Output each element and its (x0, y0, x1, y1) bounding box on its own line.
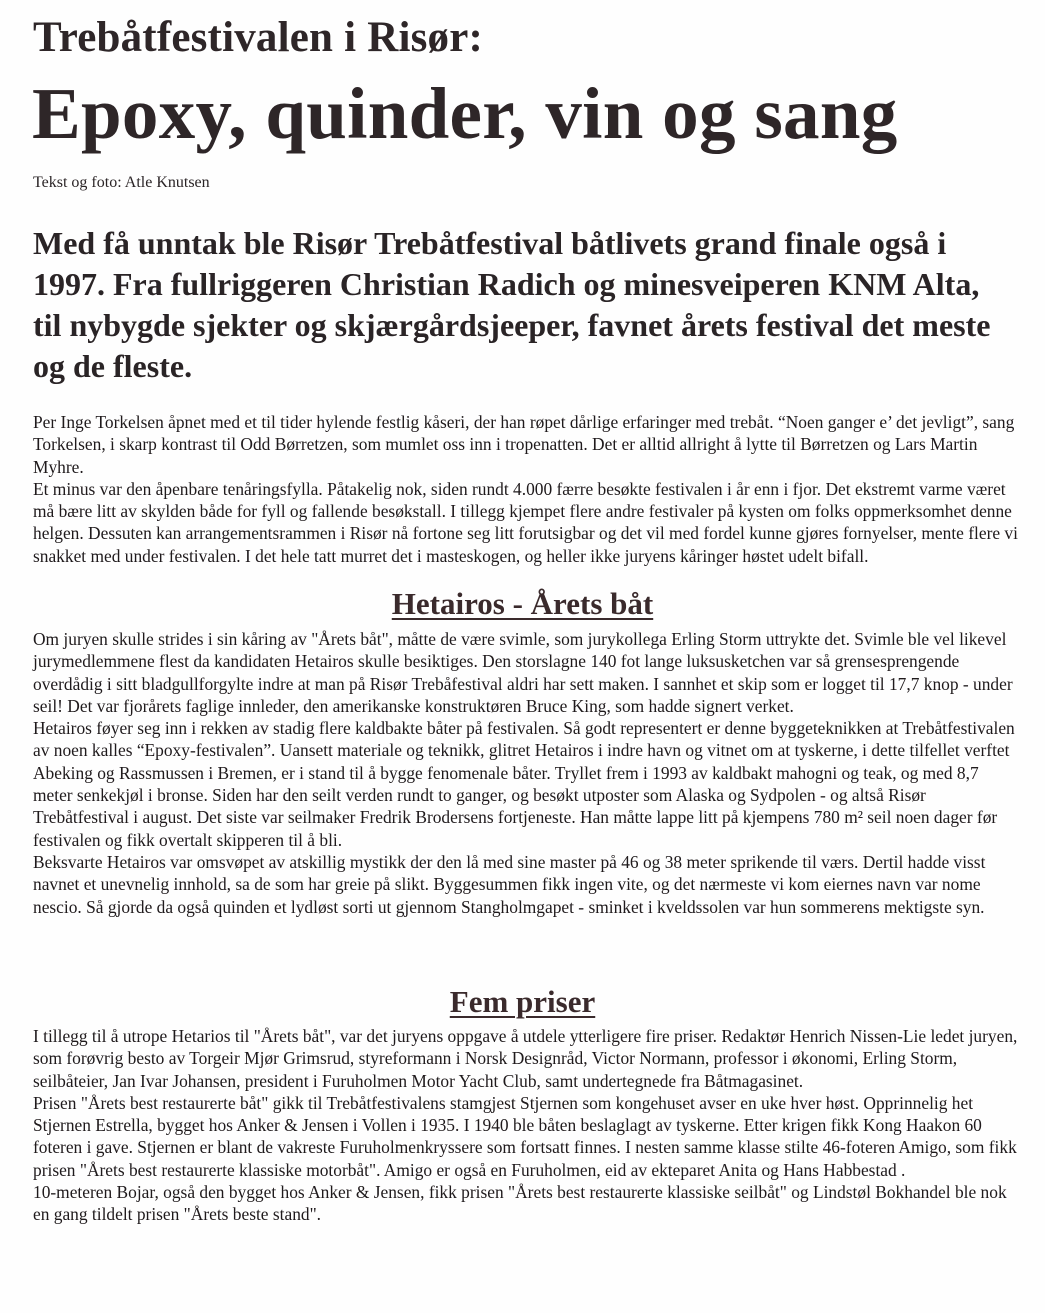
body-paragraph: Per Inge Torkelsen åpnet med et til tider hylende festlig kåseri, der han røpet dårlige erfaringer med trebåt. “Noen ganger e’ det jevligt”, sang Torkelsen, i skarp kontrast til Odd Børretzen, som mumlet oss inn i tropenatten. Det er alltid allright å lytte til Børretzen og Lars Martin Myhre. (33, 412, 1015, 477)
intro-text (33, 411, 1018, 567)
body-paragraph: Om juryen skulle strides i sin kåring av "Årets båt", måtte de være svimle, som jurykollega Erling Storm uttrykte det. Svimle ble vel likevel jurymedlemmene flest da kandidaten Hetairos skulle besiktiges. Den storslagne 140 fot lange luksusketchen var så grensesprengende overdådig i sitt bladgullforgylte indre at man på Risør Trebåfestival aldri har sett maken. I sannhet et skip som er logget til 17,7 knop - under seil! Det var fjorårets faglige innleder, den amerikanske konstruktøren Bruce King, som hadde signert verket. (33, 629, 1013, 716)
section-heading-hetairos: Hetairos - Årets båt (391, 586, 654, 621)
body-paragraph: 10-meteren Bojar, også den bygget hos Anker & Jensen, fikk prisen "Årets best restaurerte klassiske seilbåt" og Lindstøl Bokhandel ble nok en gang tildelt prisen "Årets beste stand". (33, 1182, 1007, 1225)
article-lead: Med få unntak ble Risør Trebåtfestival båtlivets grand finale også i 1997. Fra fullriggeren Christian Radich og minesveiperen KNM Alta, til nybygde sjekter og skjærgårdsjeeper, favnet årets festival det meste og de fleste. (33, 225, 991, 384)
article-kicker: Trebåtfestivalen i Risør: (33, 14, 484, 61)
section-heading-fem-priser: Fem priser (449, 984, 596, 1019)
priser-section-text (33, 1025, 1018, 1226)
hetairos-section-text (33, 628, 1018, 918)
article-byline: Tekst og foto: Atle Knutsen (33, 174, 210, 191)
body-paragraph: Prisen "Årets best restaurerte båt" gikk til Trebåtfestivalens stamgjest Stjernen som kongehuset avser en uke hver høst. Opprinnelig het Stjernen Estrella, bygget hos Anker & Jensen i Vollen i 1935. I 1940 ble båten beslaglagt av tyskerne. Etter krigen fikk Kong Haakon 60 foteren i gave. Stjernen er blant de vakreste Furuholmenkryssere som fortsatt finnes. I nesten samme klasse stilte 46-foteren Amigo, som fikk prisen "Årets best restaurerte klassiske motorbåt". Amigo er også en Furuholmen, eid av ekteparet Anita og Hans Habbestad . (33, 1092, 1017, 1180)
body-paragraph: Beksvarte Hetairos var omsvøpet av atskillig mystikk der den lå med sine master på 46 og 38 meter sprikende til værs. Dertil hadde visst navnet et unevnelig innhold, sa de som har greie på slikt. Byggesummen fikk ingen vite, og det nærmeste vi kom eiernes navn var nome nescio. Så gjorde da også quinden et lydløst sorti ut gjennom Stangholmgapet - sminket i kveldssolen var hun sommerens mektigste syn. (33, 851, 986, 917)
article-headline: Epoxy, quinder, vin og sang (32, 73, 898, 154)
body-paragraph: Hetairos føyer seg inn i rekken av stadig flere kaldbakte båter på festivalen. Så godt representert er denne byggeteknikken at Trebåtfestivalen av noen kalles “Epoxy-festivalen”. Uansett materiale og teknikk, glitret Hetairos i indre havn og vitnet om at tyskerne, i dette tilfellet verftet Abeking og Rassmussen i Bremen, er i stand til å bygge fenomenale båter. Tryllet frem i 1993 av kaldbakt mahogni og teak, og med 8,7 meter senkekjøl i bronse. Siden har den seilt verden rundt to ganger, og besøkt utposter som Alaska og Sydpolen - og altså Risør Trebåtfestival i august. Det siste var seilmaker Fredrik Brodersens fortjeneste. Han måtte lappe litt på kjempens 780 m² seil noen dager før festivalen og fikk overtalt skipperen til å bli. (33, 718, 1015, 850)
body-paragraph: I tillegg til å utrope Hetarios til "Årets båt", var det juryens oppgave å utdele ytterligere fire priser. Redaktør Henrich Nissen-Lie ledet juryen, som forøvrig besto av Torgeir Mjør Grimsrud, styreformann i Norsk Designråd, Victor Normann, professor i økonomi, Erling Storm, seilbåteier, Jan Ivar Johansen, president i Furuholmen Motor Yacht Club, samt undertegnede fra Båtmagasinet. (33, 1026, 1018, 1091)
body-paragraph: Et minus var den åpenbare tenåringsfylla. Påtakelig nok, siden rundt 4.000 færre besøkte festivalen i år enn i fjor. Det ekstremt varme været må bære litt av skylden både for fyll og fallende besøkstall. I tillegg kjempet flere andre festivaler på kysten om folks oppmerksomhet denne helgen. Dessuten kan arrangementsrammen i Risør nå fortone seg litt forutsigbar og det vil med fordel kunne gjøres fornyelser, mente flere vi snakket med under festivalen. I det hele tatt murret det i masteskogen, og heller ikke juryens kåringer høstet udelt bifall. (33, 478, 1018, 566)
